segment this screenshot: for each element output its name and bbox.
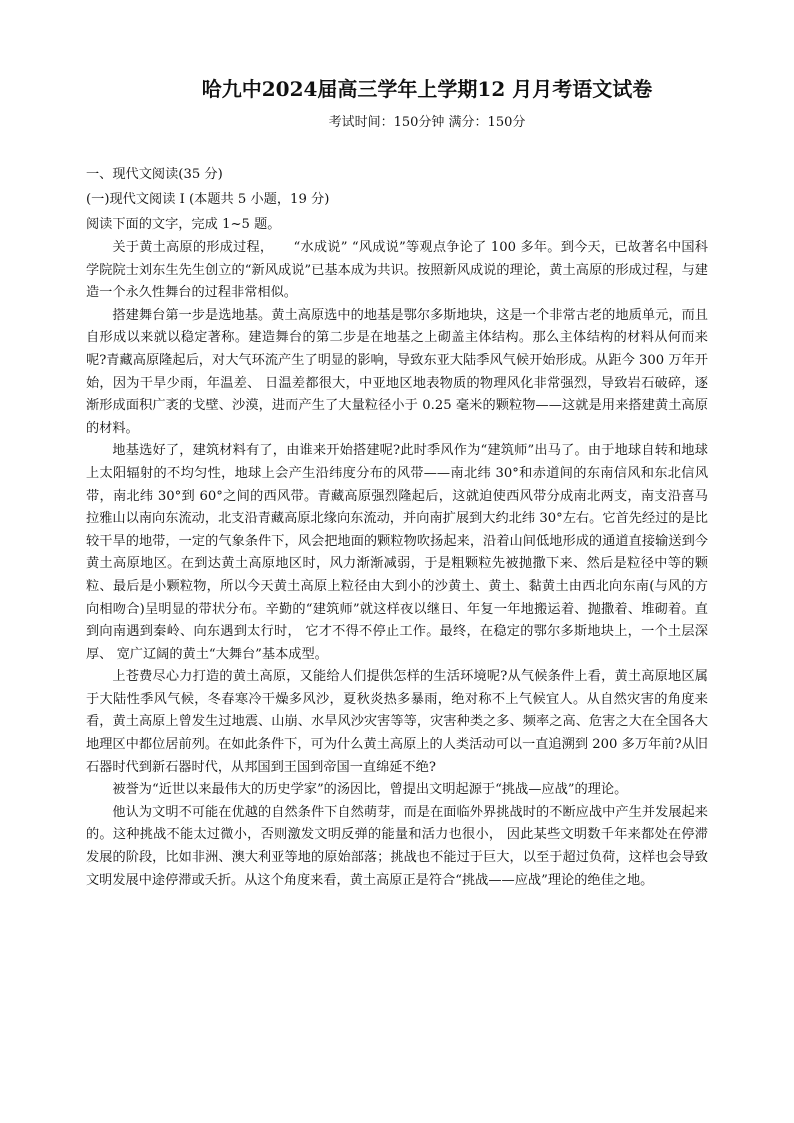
section-heading: 一、现代文阅读(35 分) — [86, 167, 223, 182]
passage-paragraph-6: 他认为文明不可能在优越的自然条件下自然萌芽，而是在面临外界挑战时的不断应战中产生并发展起来的。这种挑战不能太过微小，否则激发文明反弹的能量和活力也很小， 因此某些文明数千年来都处在停滞发展的阶段，比如非洲、澳大利亚等地的原始部落；挑战也不能过于巨大，以至于超过负荷，这样也会导致文明发展中途停滞或夭折。从这个角度来看，黄土高原正是符合“挑战——应战”理论的绝佳之地。 — [86, 804, 708, 888]
exam-title: 哈九中2024届高三学年上学期12 月月考语文试卷 — [201, 77, 653, 101]
subsection-heading: (一)现代文阅读 I (本题共 5 小题，19 分) — [86, 192, 330, 207]
passage-paragraph-4: 上苍费尽心力打造的黄土高原，又能给人们提供怎样的生活环境呢?从气候条件上看，黄土高原地区属于大陆性季风气候，冬春寒冷干燥多风沙，夏秋炎热多暴雨，绝对称不上气候宜人。从自然灾害的角度来看，黄土高原上曾发生过地震、山崩、水旱风沙灾害等等，灾害种类之多、频率之高、危害之大在全国各大地理区中都位居前列。在如此条件下，可为什么黄土高原上的人类活动可以一直追溯到 200 多万年前?从旧石器时代到新石器时代，从邦国到王国到帝国一直绵延不绝? — [86, 669, 708, 775]
exam-time-and-score: 考试时间：150分钟 满分：150分 — [328, 115, 526, 130]
passage-paragraph-2: 搭建舞台第一步是选地基。黄土高原选中的地基是鄂尔多斯地块，这是一个非常古老的地质单元，而且自形成以来就以稳定著称。建造舞台的第二步是在地基之上砌盖主体结构。那么主体结构的材料从何而来呢?青藏高原隆起后，对大气环流产生了明显的影响，导致东亚大陆季风气候开始形成。从距今 300 万年开始，因为干旱少雨，年温差、 日温差都很大，中亚地区地表物质的物理风化非常强烈，导致岩石破碎，逐渐形成面积广袤的戈壁、沙漠，进而产生了大量粒径小于 0.25 毫米的颗粒物——这就是用来搭建黄土高原的材料。 — [86, 307, 708, 436]
passage-paragraph-5: 被誉为“近世以来最伟大的历史学家”的汤因比，曾提出文明起源于“挑战—应战”的理论。 — [112, 782, 628, 798]
passage-paragraph-1: 关于黄土高原的形成过程， “水成说” “风成说”等观点争论了 100 多年。到今天，已故著名中国科学院院士刘东生先生创立的“新风成说”已基本成为共识。按照新风成说的理论，黄土高原的形成过程，与建造一个永久性舞台的过程非常相似。 — [86, 240, 708, 301]
passage-paragraph-3: 地基选好了，建筑材料有了，由谁来开始搭建呢?此时季风作为“建筑师”出马了。由于地球自转和地球上太阳辐射的不均匀性，地球上会产生沿纬度分布的风带——南北纬 30°和赤道间的东南信风和东北信风带，南北纬 30°到 60°之间的西风带。青藏高原强烈隆起后，这就迫使西风带分成南北两支，南支沿喜马拉雅山以南向东流动，北支沿青藏高原北缘向东流动，并向南扩展到大约北纬 30°左右。它首先经过的是比较干旱的地带，一定的气象条件下，风会把地面的颗粒物吹扬起来，沿着山间低地形成的通道直接输送到今黄土高原地区。在到达黄土高原地区时，风力渐渐减弱，于是粗颗粒先被抛撒下来、然后是粒径中等的颗粒、最后是小颗粒物，所以今天黄土高原上粒径由大到小的沙黄土、黄土、黏黄土由西北向东南(与风的方向相吻合)呈明显的带状分布。辛勤的“建筑师”就这样夜以继日、年复一年地搬运着、抛撒着、堆砌着。直到向南遇到秦岭、向东遇到太行时， 它才不得不停止工作。最终，在稳定的鄂尔多斯地块上，一个土层深厚、 宽广辽阔的黄土“大舞台”基本成型。 — [86, 443, 708, 662]
reading-instruction: 阅读下面的文字，完成 1~5 题。 — [86, 217, 281, 232]
